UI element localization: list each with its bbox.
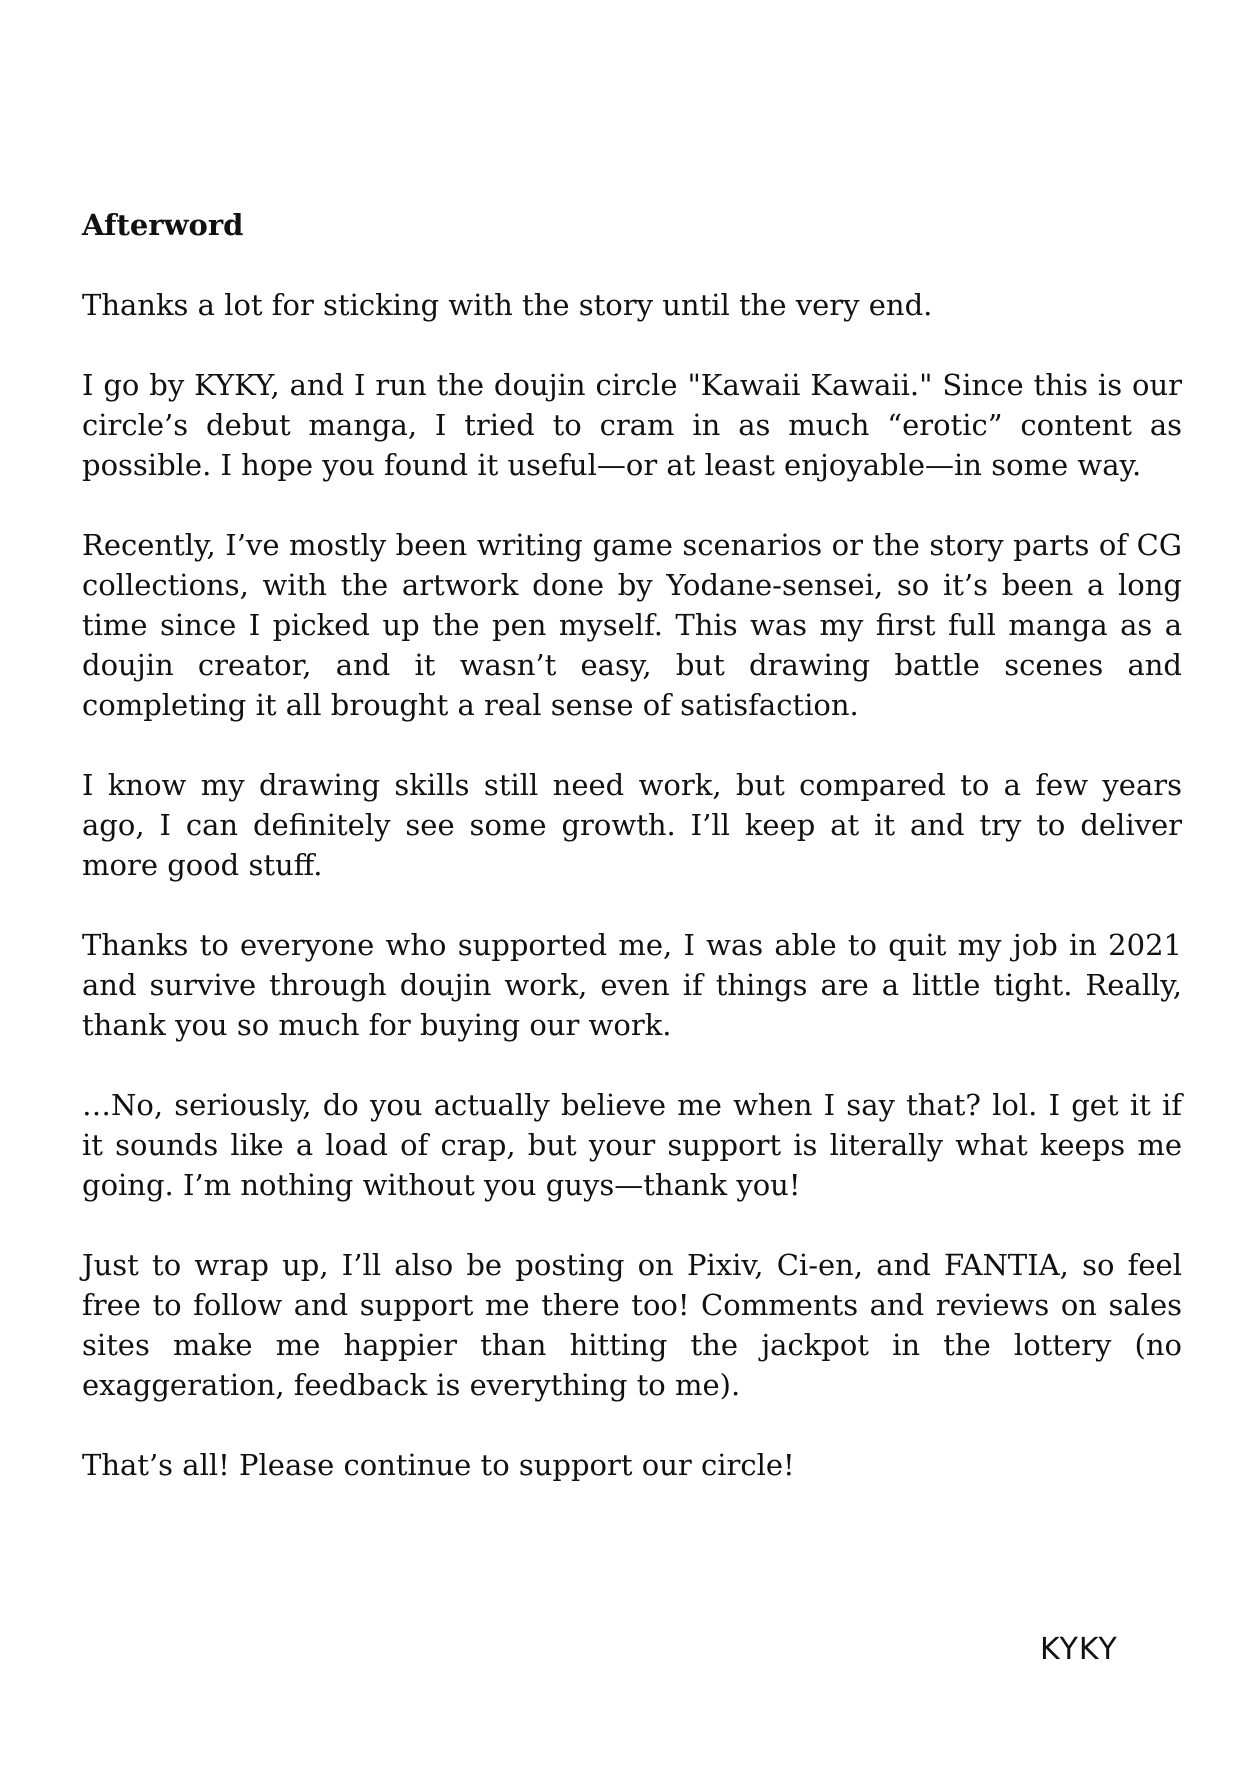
paragraph-closing: That’s all! Please continue to support our circle!: [82, 1448, 795, 1482]
paragraph-introduction: I go by KYKY, and I run the doujin circle "Kawaii Kawaii." Since this is our circle’s debut manga, I tried to cram in as much “erotic” content as possible. I hope you found it useful—or at least enjoyable—in some way.: [82, 368, 1182, 482]
paragraph-recent-work: Recently, I’ve mostly been writing game scenarios or the story parts of CG collections, with the artwork done by Yodane-sensei, so it’s been a long time since I picked up the pen myself. This was my first full manga as a doujin creator, and it wasn’t easy, but drawing battle scenes and completing it all brought a real sense of satisfaction.: [82, 528, 1182, 722]
page-title: Afterword: [82, 208, 244, 242]
afterword-page: [82, 205, 1182, 1485]
paragraph-drawing-skills: I know my drawing skills still need work, but compared to a few years ago, I can definitely see some growth. I’ll keep at it and try to deliver more good stuff.: [82, 768, 1182, 882]
paragraph-thanks: Thanks a lot for sticking with the story until the very end.: [82, 288, 933, 322]
paragraph-seriously: …No, seriously, do you actually believe me when I say that? lol. I get it if it sounds like a load of crap, but your support is literally what keeps me going. I’m nothing without you guys—thank you!: [82, 1088, 1182, 1202]
paragraph-wrap-up: Just to wrap up, I’ll also be posting on Pixiv, Ci-en, and FANTIA, so feel free to follow and support me there too! Comments and reviews on sales sites make me happier than hitting the jackpot in the lottery (no exaggeration, feedback is everything to me).: [82, 1248, 1182, 1402]
author-signature: KYKY: [1040, 1632, 1118, 1667]
paragraph-support: Thanks to everyone who supported me, I was able to quit my job in 2021 and survive through doujin work, even if things are a little tight. Really, thank you so much for buying our work.: [82, 928, 1182, 1042]
